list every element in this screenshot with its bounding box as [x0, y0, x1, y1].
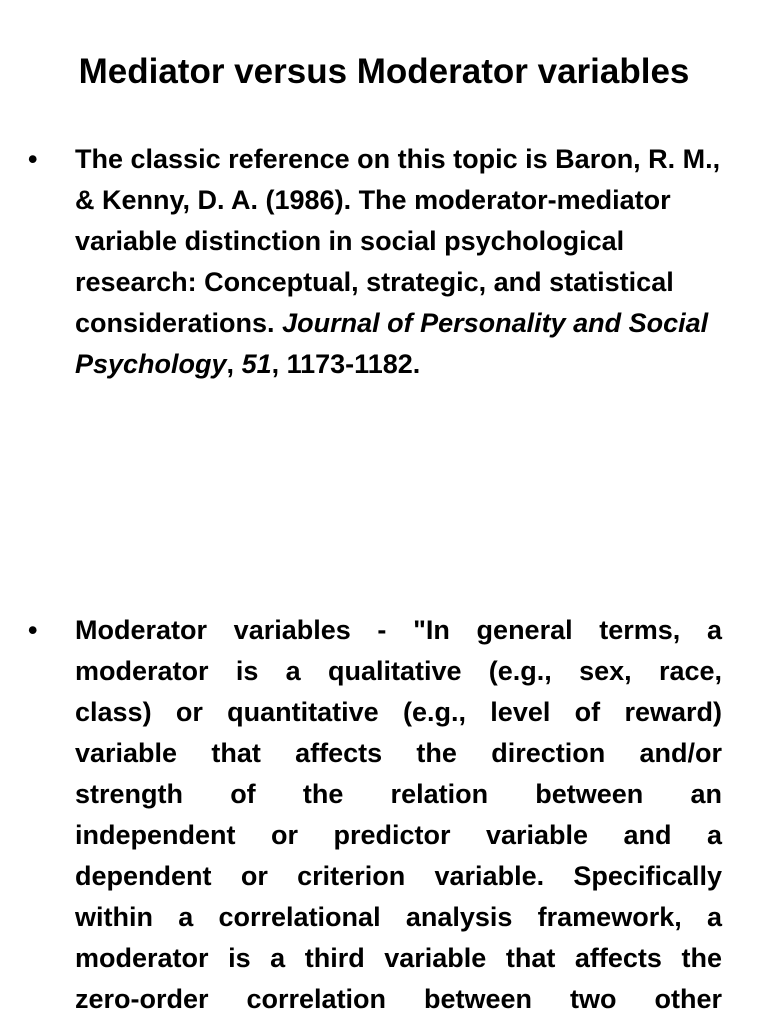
moderator-definition-text [75, 610, 722, 1020]
definition-line: independent or predictor variable and a [75, 820, 722, 850]
slide-title: Mediator versus Moderator variables [78, 52, 690, 91]
journal-volume: 51 [241, 349, 272, 379]
definition-line: strength of the relation between an [75, 779, 722, 809]
bullet-reference-text [75, 139, 725, 385]
journal-name: Journal of Personality and Social Psychology [75, 308, 709, 379]
definition-line: within a correlational analysis framework, a [75, 902, 722, 932]
reference-text: The classic reference on this topic is Baron, R. M., & Kenny, D. A. (1986). The moderator-mediator variable distinction in social psychological research: Conceptual, strategic, and statistical considerations. [75, 144, 721, 338]
definition-line: dependent or criterion variable. Specifically [75, 861, 722, 891]
reference-comma: , [226, 349, 242, 379]
definition-line: variable that affects the direction and/or [75, 738, 722, 768]
journal-pages: , 1173-1182. [271, 349, 421, 379]
definition-line: Moderator variables - "In general terms, a [75, 615, 722, 645]
definition-line: moderator is a qualitative (e.g., sex, race, [75, 656, 722, 686]
bullet-moderator-definition [28, 610, 728, 1020]
definition-line: zero-order correlation between two other [75, 984, 722, 1014]
definition-line: class) or quantitative (e.g., level of reward) [75, 697, 722, 727]
bullet-reference [28, 139, 728, 385]
definition-line: moderator is a third variable that affects the [75, 943, 722, 973]
bullet-dot: • [28, 615, 38, 645]
bullet-dot: • [28, 144, 38, 174]
